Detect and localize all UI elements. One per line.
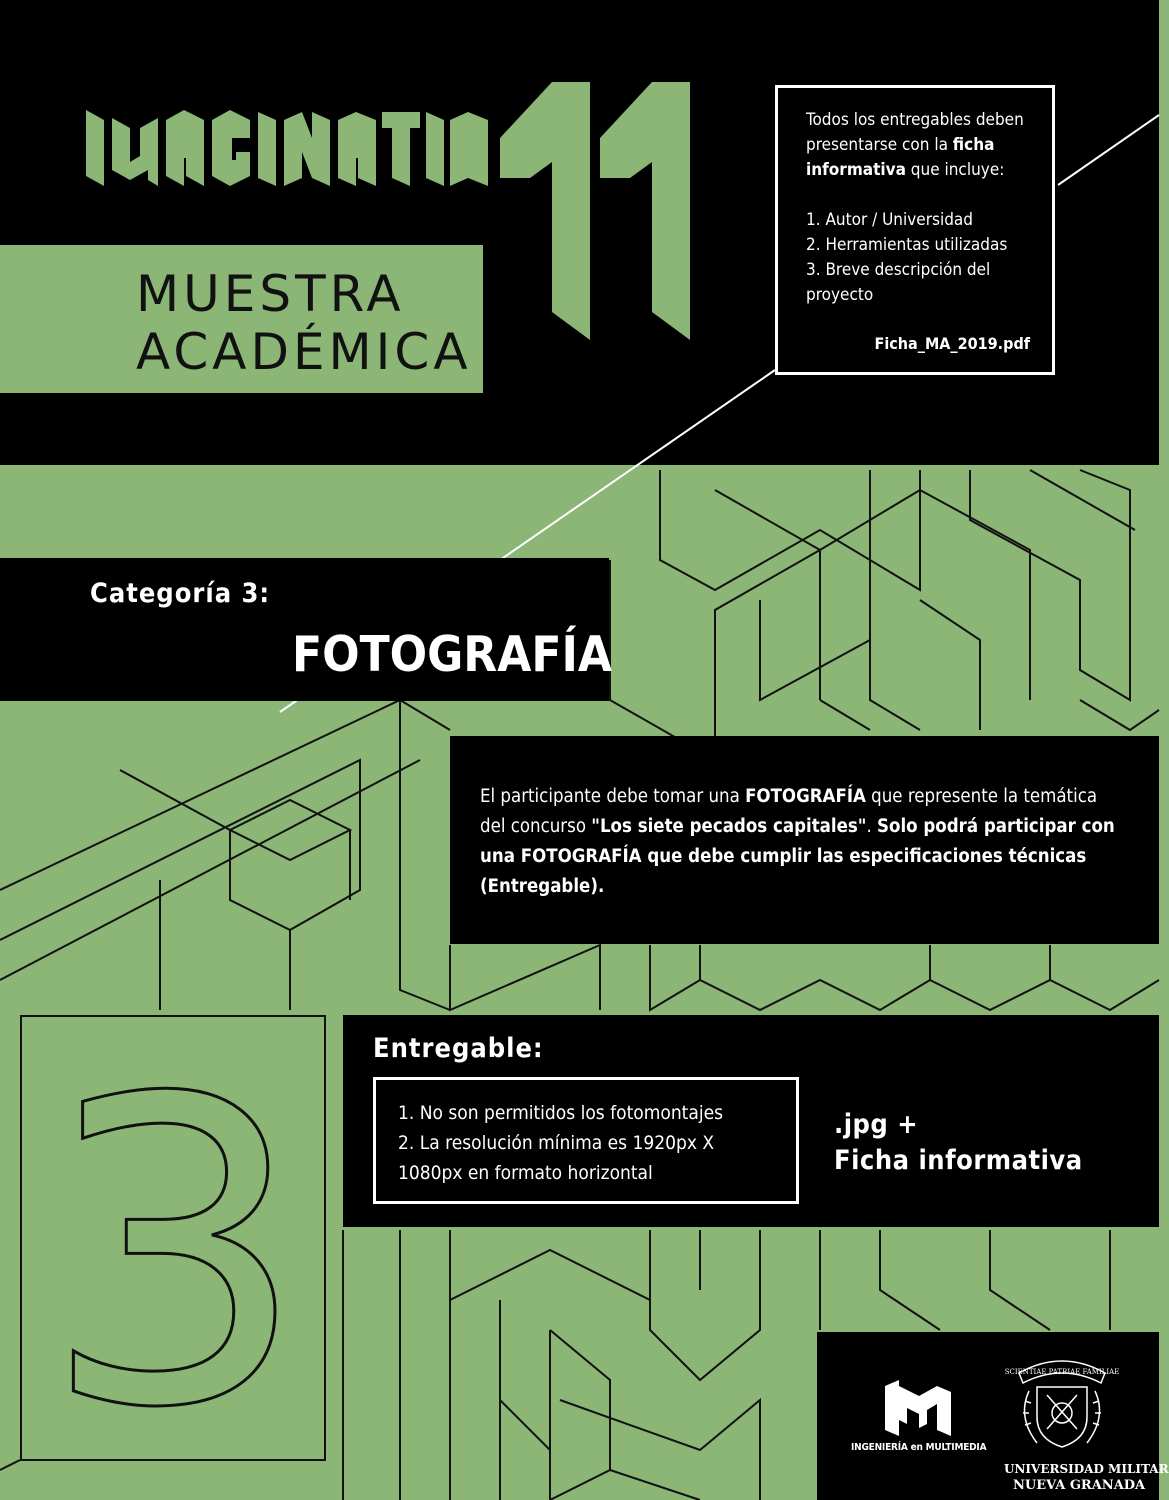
umng-name-line1: UNIVERSIDAD MILITAR	[1004, 1462, 1169, 1476]
ingenieria-multimedia-caption: INGENIERÍA en MULTIMEDIA	[851, 1442, 987, 1453]
event-title-line2: ACADÉMICA	[136, 323, 472, 381]
seal-motto: SCIENTIAE PATRIAE FAMILIAE	[1004, 1368, 1120, 1376]
info-item: 3. Breve descripción del	[806, 260, 991, 280]
event-title-line1: MUESTRA	[136, 265, 405, 323]
info-line2-text: presentarse con la	[806, 135, 953, 155]
info-box	[775, 85, 1055, 375]
deliverable-item: 1. No son permitidos los fotomontajes	[398, 1102, 724, 1124]
description-box	[450, 736, 1159, 944]
description-bold: "Los siete pecados capitales"	[591, 816, 867, 837]
deliverable-format	[834, 1107, 1083, 1179]
deliverable-item: 1080px en formato horizontal	[398, 1162, 653, 1184]
description-part: .	[866, 816, 878, 837]
deliverable-format-line2: Ficha informativa	[834, 1145, 1083, 1176]
description-bold: Solo podrá participar con una FOTOGRAFÍA que debe cumplir las especificaciones técnicas (Entregable).	[480, 816, 1115, 897]
info-line3-text: que incluye:	[905, 160, 1005, 180]
deliverable-box	[343, 1015, 1159, 1227]
description-part: que represente la temática del concurso	[480, 786, 1098, 837]
imaginatic-logo-wordmark	[86, 98, 496, 188]
description-bold: FOTOGRAFÍA	[745, 786, 866, 807]
ingenieria-multimedia-logo-icon	[885, 1380, 951, 1436]
category-label: Categoría 3:	[90, 578, 271, 609]
info-line2	[806, 133, 994, 158]
info-item: 1. Autor / Universidad	[806, 210, 973, 230]
umng-seal-icon	[1004, 1347, 1120, 1457]
info-line2-bold: ficha	[952, 135, 995, 155]
info-item: proyecto	[806, 285, 874, 305]
category-box	[0, 558, 613, 701]
category-number: 3	[41, 1011, 309, 1500]
umng-name-line2: NUEVA GRANADA	[1013, 1478, 1146, 1493]
description-text	[480, 782, 1120, 902]
deliverable-format-line1: .jpg +	[834, 1109, 919, 1140]
deliverable-list	[373, 1077, 799, 1204]
description-part: El participante debe tomar una	[480, 786, 746, 807]
info-line1: Todos los entregables deben	[806, 110, 1024, 130]
deliverable-item: 2. La resolución mínima es 1920px X	[398, 1132, 715, 1154]
category-number-outline	[41, 1011, 309, 1500]
category-title: FOTOGRAFÍA	[292, 626, 613, 683]
imaginatic-logo-eleven	[500, 82, 695, 340]
info-item: 2. Herramientas utilizadas	[806, 235, 1008, 255]
info-line3	[806, 158, 1004, 183]
deliverable-title: Entregable:	[373, 1033, 544, 1064]
info-line3-bold: informativa	[806, 160, 906, 180]
event-title-box	[0, 245, 483, 393]
info-file-name: Ficha_MA_2019.pdf	[874, 334, 1030, 353]
sponsor-logos	[817, 1332, 1169, 1500]
